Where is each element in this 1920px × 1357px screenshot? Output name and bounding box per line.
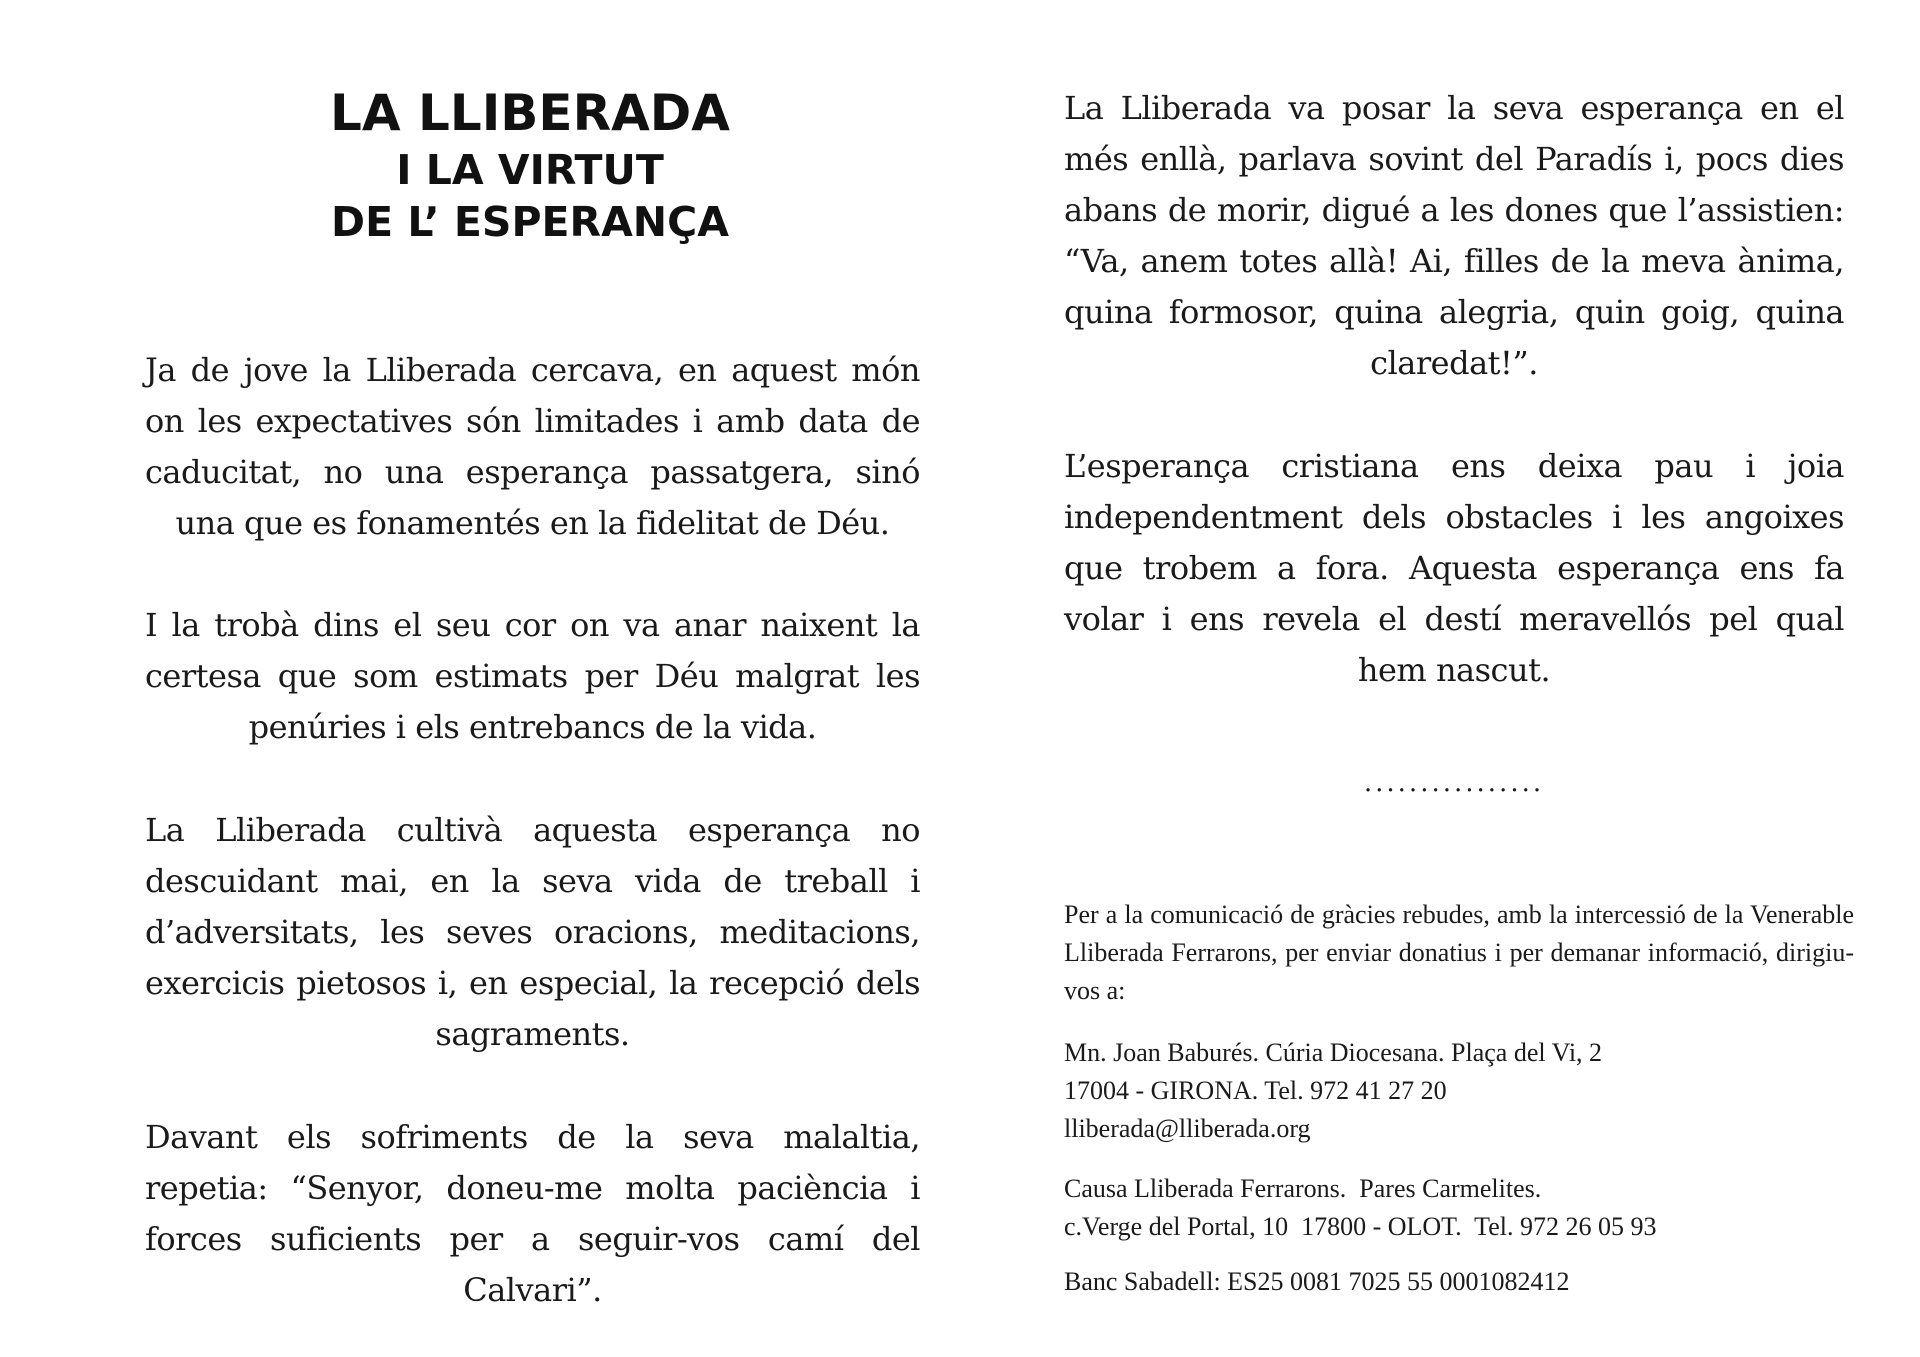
contact-email: lliberada@lliberada.org [1064,1114,1311,1143]
olot-address-line-2: c.Verge del Portal, 10 17800 - OLOT. Tel. 972 26 05 93 [1064,1212,1657,1241]
right-paragraph-1: La Lliberada va posar la seva esperança en el més enllà, parlava sovint del Paradís i, pocs dies abans de morir, digué a les dones que l’assistien: “Va, anem totes allà! Ai, filles de la meva ànima, quina formosor, quina alegria, quin goig, quina claredat!”. [1064,89,1844,382]
left-paragraph-3: La Lliberada cultivà aquesta esperança no descuidant mai, en la seva vida de treball i d’adversitats, les seves oracions, meditacions, exercicis pietosos i, en especial, la recepció dels sagraments. [145,811,920,1053]
girona-address-line-2: 17004 - GIRONA. Tel. 972 41 27 20 [1064,1076,1447,1105]
contact-intro: Per a la comunicació de gràcies rebudes, amb la intercessió de la Venerable Lliberada Ferrarons, per enviar donatius i per demanar informació, dirigiu-vos a: [1064,900,1854,1005]
girona-address-line-1: Mn. Joan Baburés. Cúria Diocesana. Plaça del Vi, 2 [1064,1038,1603,1067]
right-paragraph-2: L’esperança cristiana ens deixa pau i joia independentment dels obstacles i les angoixes que trobem a fora. Aquesta esperança ens fa volar i ens revela el destí meravellós pel qual hem nascut. [1064,447,1844,689]
title-line-2: I LA VIRTUT [396,146,664,194]
title-line-1: LA LLIBERADA [330,84,730,142]
contact-block [1064,896,1854,1010]
left-paragraph-4: Davant els sofriments de la seva malaltia, repetia: “Senyor, doneu-me molta paciència i forces suficients per a seguir-vos camí del Calvari”. [145,1118,920,1309]
left-paragraph-2: I la trobà dins el seu cor on va anar naixent la certesa que som estimats per Déu malgrat les penúries i els entrebancs de la vida. [145,606,920,746]
olot-address [1064,1170,1854,1246]
page-title [0,82,1060,248]
bank-account: Banc Sabadell: ES25 0081 7025 55 0001082412 [1064,1267,1570,1296]
girona-address [1064,1034,1854,1148]
bank-info [1064,1263,1854,1301]
title-line-3: DE L’ ESPERANÇA [331,198,729,246]
separator-dots: ................ [1363,768,1545,798]
left-paragraph-1: Ja de jove la Lliberada cercava, en aquest món on les expectatives són limitades i amb data de caducitat, no una esperança passatgera, sinó una que es fonamentés en la fidelitat de Déu. [145,351,920,542]
olot-address-line-1: Causa Lliberada Ferrarons. Pares Carmelites. [1064,1174,1542,1203]
